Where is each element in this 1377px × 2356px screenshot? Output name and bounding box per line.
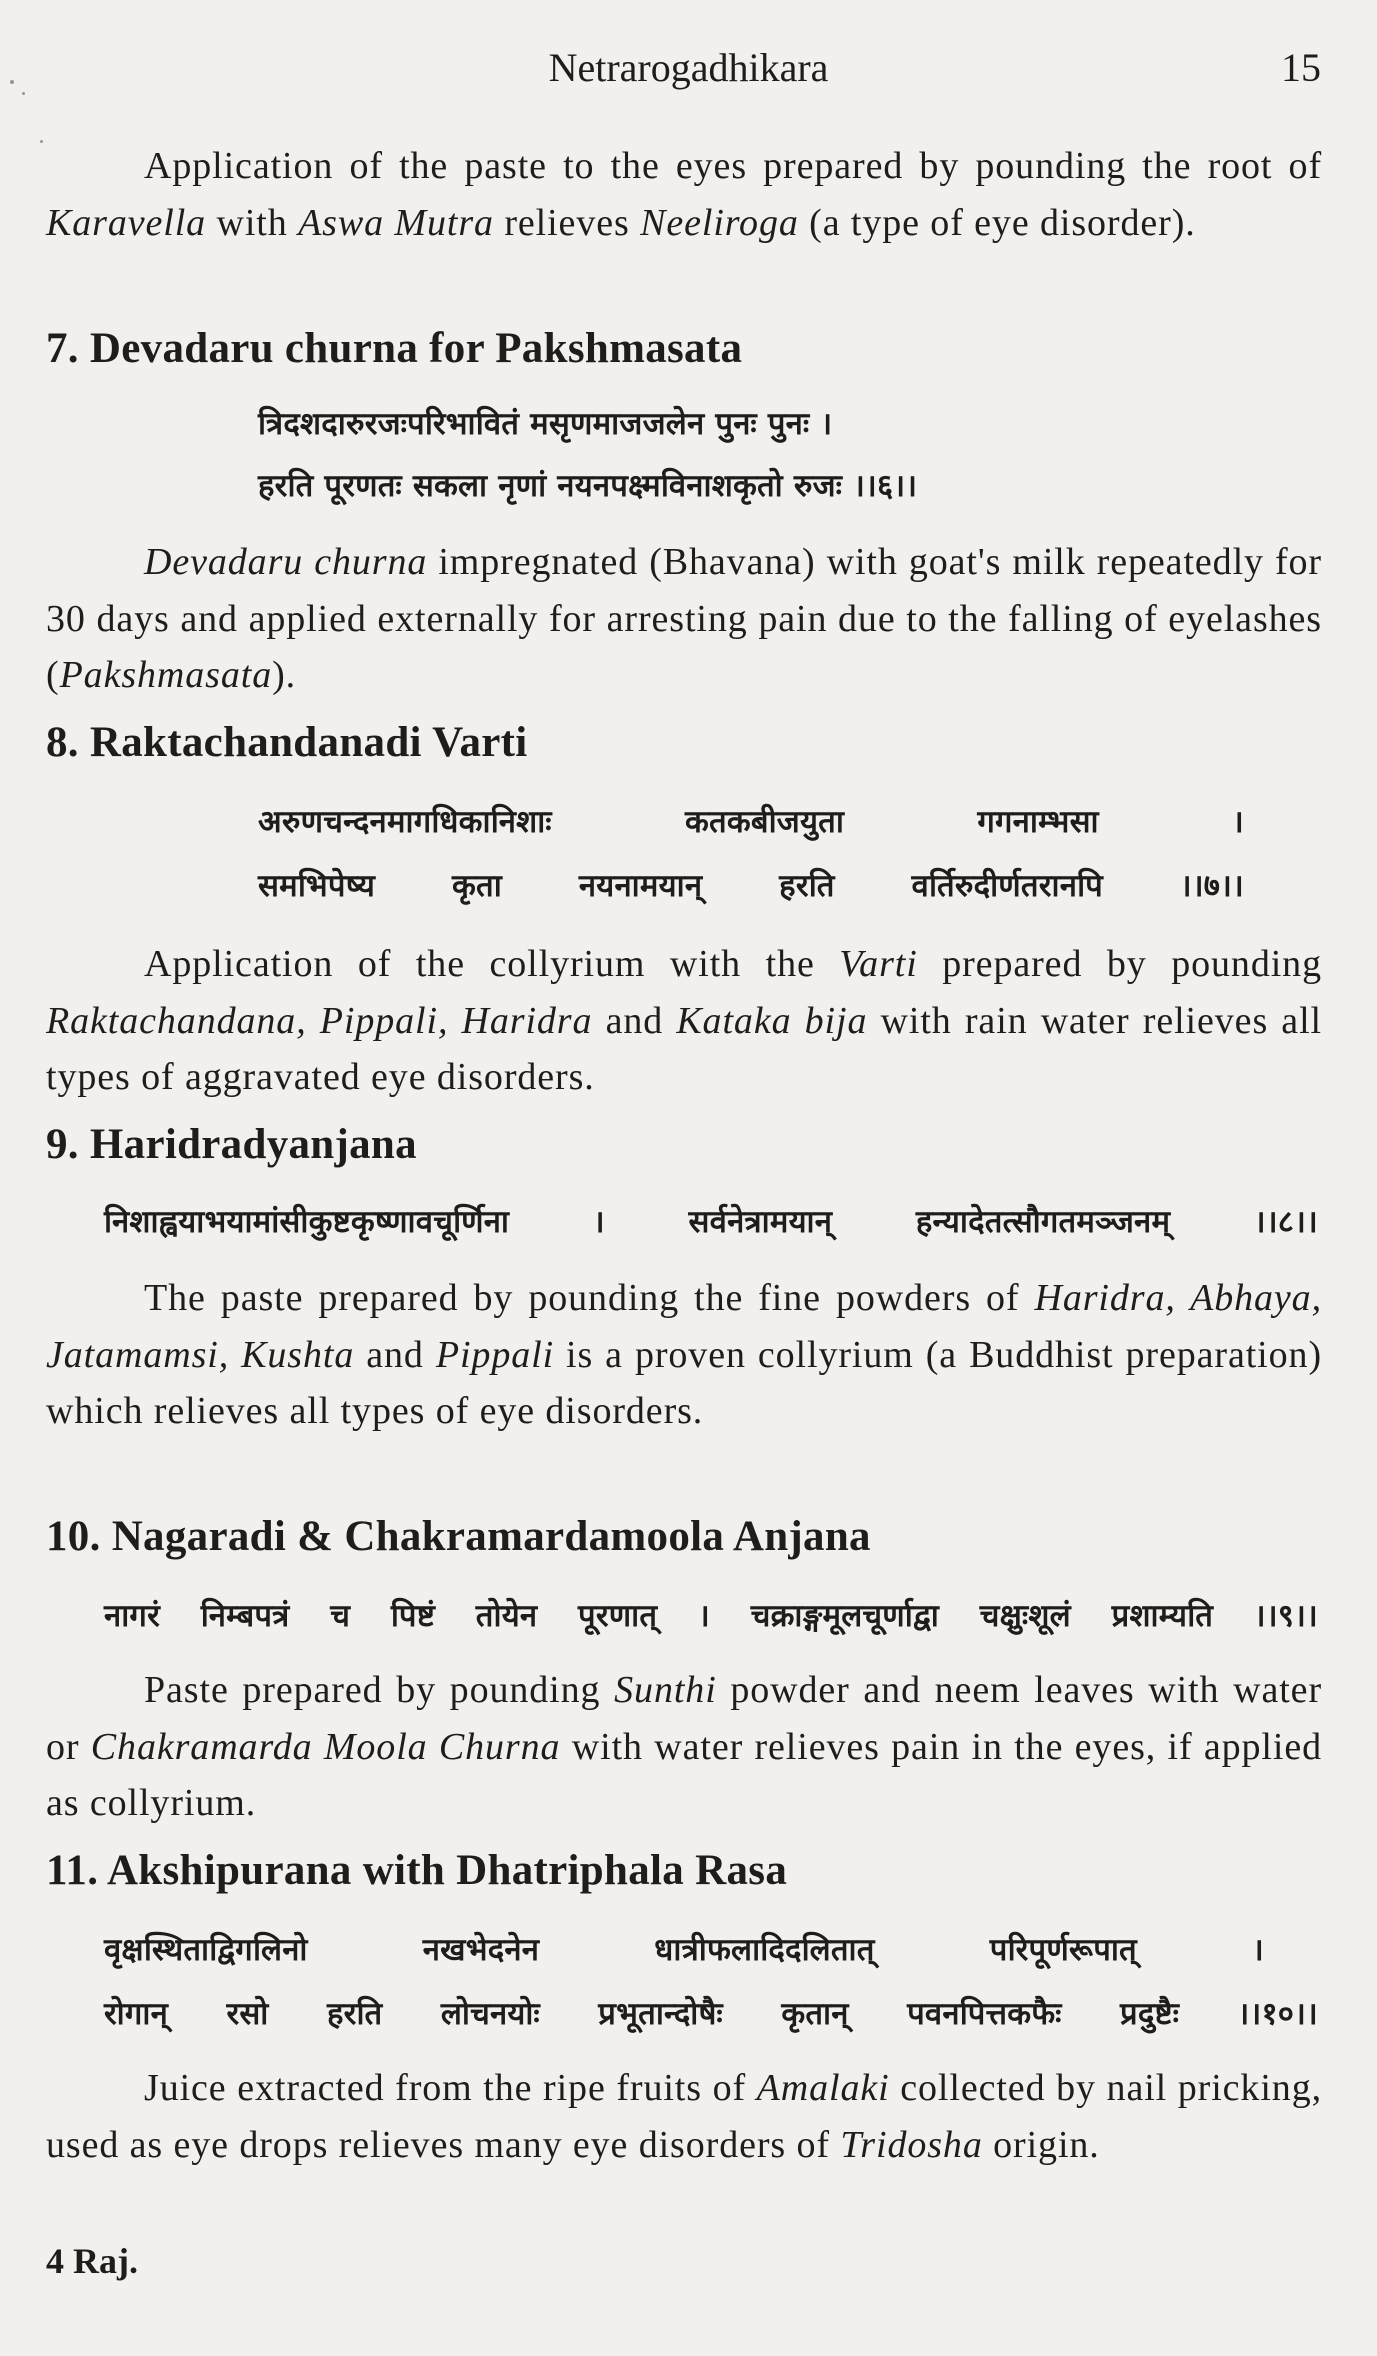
sanskrit-verse-8-line-1: अरुणचन्दनमागधिकानिशाः कतकबीजयुता गगनाम्भसा ।	[258, 804, 1244, 840]
paper-speck	[22, 92, 25, 95]
italic-term: Karavella	[46, 201, 207, 244]
text-run: with	[206, 201, 299, 244]
section-heading-8: 8. Raktachandanadi Varti	[46, 719, 528, 766]
text-run: powder and neem leaves with water or	[46, 1669, 1322, 1768]
italic-term: Chakramarda Moola Churna	[90, 1725, 561, 1768]
text-run: Application of the paste to the eyes prepared by pounding the root of	[144, 145, 1322, 187]
sanskrit-verse-11-line-1: वृक्षस्थिताद्विगलिनो नखभेदनेन धात्रीफलादिदलितात् परिपूर्णरूपात् ।	[104, 1932, 1264, 1968]
text-run: with water relieves pain in the eyes, if applied as collyrium.	[46, 1725, 1323, 1824]
italic-term: Pakshmasata	[59, 654, 273, 696]
italic-term: Devadaru churna	[144, 541, 428, 583]
text-run: Juice extracted from the ripe fruits of	[144, 2067, 757, 2109]
section-heading-9: 9. Haridradyanjana	[46, 1121, 417, 1168]
section-heading-7: 7. Devadaru churna for Pakshmasata	[46, 325, 743, 372]
text-run: impregnated (Bhavana) with goat's milk repeatedly for 30 days and applied externally for arresting pain due to the falling of eyelashes (	[46, 541, 1322, 696]
signature-mark: 4 Raj.	[46, 2241, 138, 2281]
italic-term: Neeliroga	[640, 201, 799, 244]
text-run: relieves	[493, 201, 641, 244]
italic-term: Pippali	[435, 1333, 555, 1376]
running-header-title: Netrarogadhikara	[548, 45, 829, 90]
section-7-paragraph	[46, 534, 1322, 704]
italic-term: Raktachandana, Pippali, Haridra	[46, 999, 593, 1042]
section-heading-11: 11. Akshipurana with Dhatriphala Rasa	[46, 1847, 788, 1894]
text-run: is a proven collyrium (a Buddhist preparation) which relieves all types of eye disorders.	[46, 1333, 1322, 1432]
sanskrit-verse-8-line-2: समभिपेष्य कृता नयनामयान् हरति वर्तिरुदीर्णतरानपि ।।७।।	[258, 868, 1244, 904]
text-run: Application of the collyrium with the	[144, 943, 840, 985]
sanskrit-verse-11-line-2: रोगान् रसो हरति लोचनयोः प्रभूतान्दोषैः कृतान् पवनपित्तकफैः प्रदुष्टैः ।।१०।।	[104, 1996, 1318, 2032]
intro-paragraph	[46, 138, 1322, 251]
section-heading-10: 10. Nagaradi & Chakramardamoola Anjana	[46, 1513, 871, 1560]
text-run: and	[354, 1333, 436, 1376]
text-run: Paste prepared by pounding	[144, 1669, 615, 1711]
text-run: with rain water relieves all types of aggravated eye disorders.	[46, 999, 1322, 1098]
paper-speck	[40, 140, 43, 143]
italic-term: Haridra, Abhaya, Jatamamsi, Kushta	[46, 1277, 1322, 1376]
italic-term: Varti	[839, 943, 918, 985]
text-run: and	[592, 999, 677, 1042]
section-11-paragraph	[46, 2060, 1322, 2173]
section-9-paragraph	[46, 1270, 1322, 1440]
italic-term: Tridosha	[840, 2123, 983, 2166]
italic-term: Sunthi	[614, 1669, 717, 1711]
sanskrit-verse-10: नागरं निम्बपत्रं च पिष्टं तोयेन पूरणात् । चक्राङ्गमूलचूर्णाद्वा चक्षुःशूलं प्रशाम्यति ।।९।।	[104, 1598, 1318, 1634]
italic-term: Kataka bija	[676, 999, 868, 1042]
italic-term: Amalaki	[756, 2067, 890, 2109]
section-10-paragraph	[46, 1662, 1322, 1832]
text-run: collected by nail pricking, used as eye drops relieves many eye disorders of	[46, 2067, 1322, 2166]
sanskrit-verse-7-line-2: हरति पूरणतः सकला नृणां नयनपक्ष्मविनाशकृतो रुजः ।।६।।	[258, 468, 918, 504]
text-run: The paste prepared by pounding the fine powders of	[144, 1277, 1035, 1319]
text-run: (a type of eye disorder).	[798, 201, 1196, 244]
sanskrit-verse-9: निशाह्वयाभयामांसीकुष्टकृष्णावचूर्णिना । सर्वनेत्रामयान् हन्यादेतत्सौगतमञ्जनम् ।।८।।	[104, 1204, 1318, 1240]
text-run: prepared by pounding	[917, 943, 1322, 985]
text-run: origin.	[982, 2123, 1100, 2166]
italic-term: Aswa Mutra	[298, 201, 494, 244]
page-number: 15	[1281, 45, 1321, 90]
section-8-paragraph	[46, 936, 1322, 1106]
sanskrit-verse-7-line-1: त्रिदशदारुरजःपरिभावितं मसृणमाजजलेन पुनः पुनः ।	[258, 406, 833, 442]
paper-speck	[10, 80, 14, 84]
text-run: ).	[272, 654, 297, 696]
